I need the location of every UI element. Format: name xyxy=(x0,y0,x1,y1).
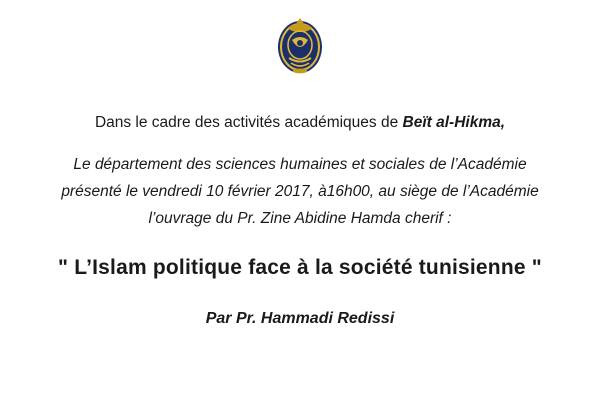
author-of-work-line: l’ouvrage du Pr. Zine Abidine Hamda cherif : xyxy=(148,210,452,227)
intro-line xyxy=(95,114,505,132)
intro-emphasis-text: Beït al-Hikma, xyxy=(402,114,506,131)
event-datetime-line: présenté le vendredi 10 février 2017, à16h00, au siège de l’Académie xyxy=(61,183,539,200)
intro-prefix-text: Dans le cadre des activités académiques de xyxy=(94,114,403,131)
department-line: Le département des sciences humaines et sociales de l’Académie xyxy=(73,156,527,173)
presenter-name: Par Pr. Hammadi Redissi xyxy=(205,310,395,327)
beit-al-hikma-emblem-icon xyxy=(268,14,332,78)
book-title: " L’Islam politique face à la société tunisienne " xyxy=(58,256,542,279)
